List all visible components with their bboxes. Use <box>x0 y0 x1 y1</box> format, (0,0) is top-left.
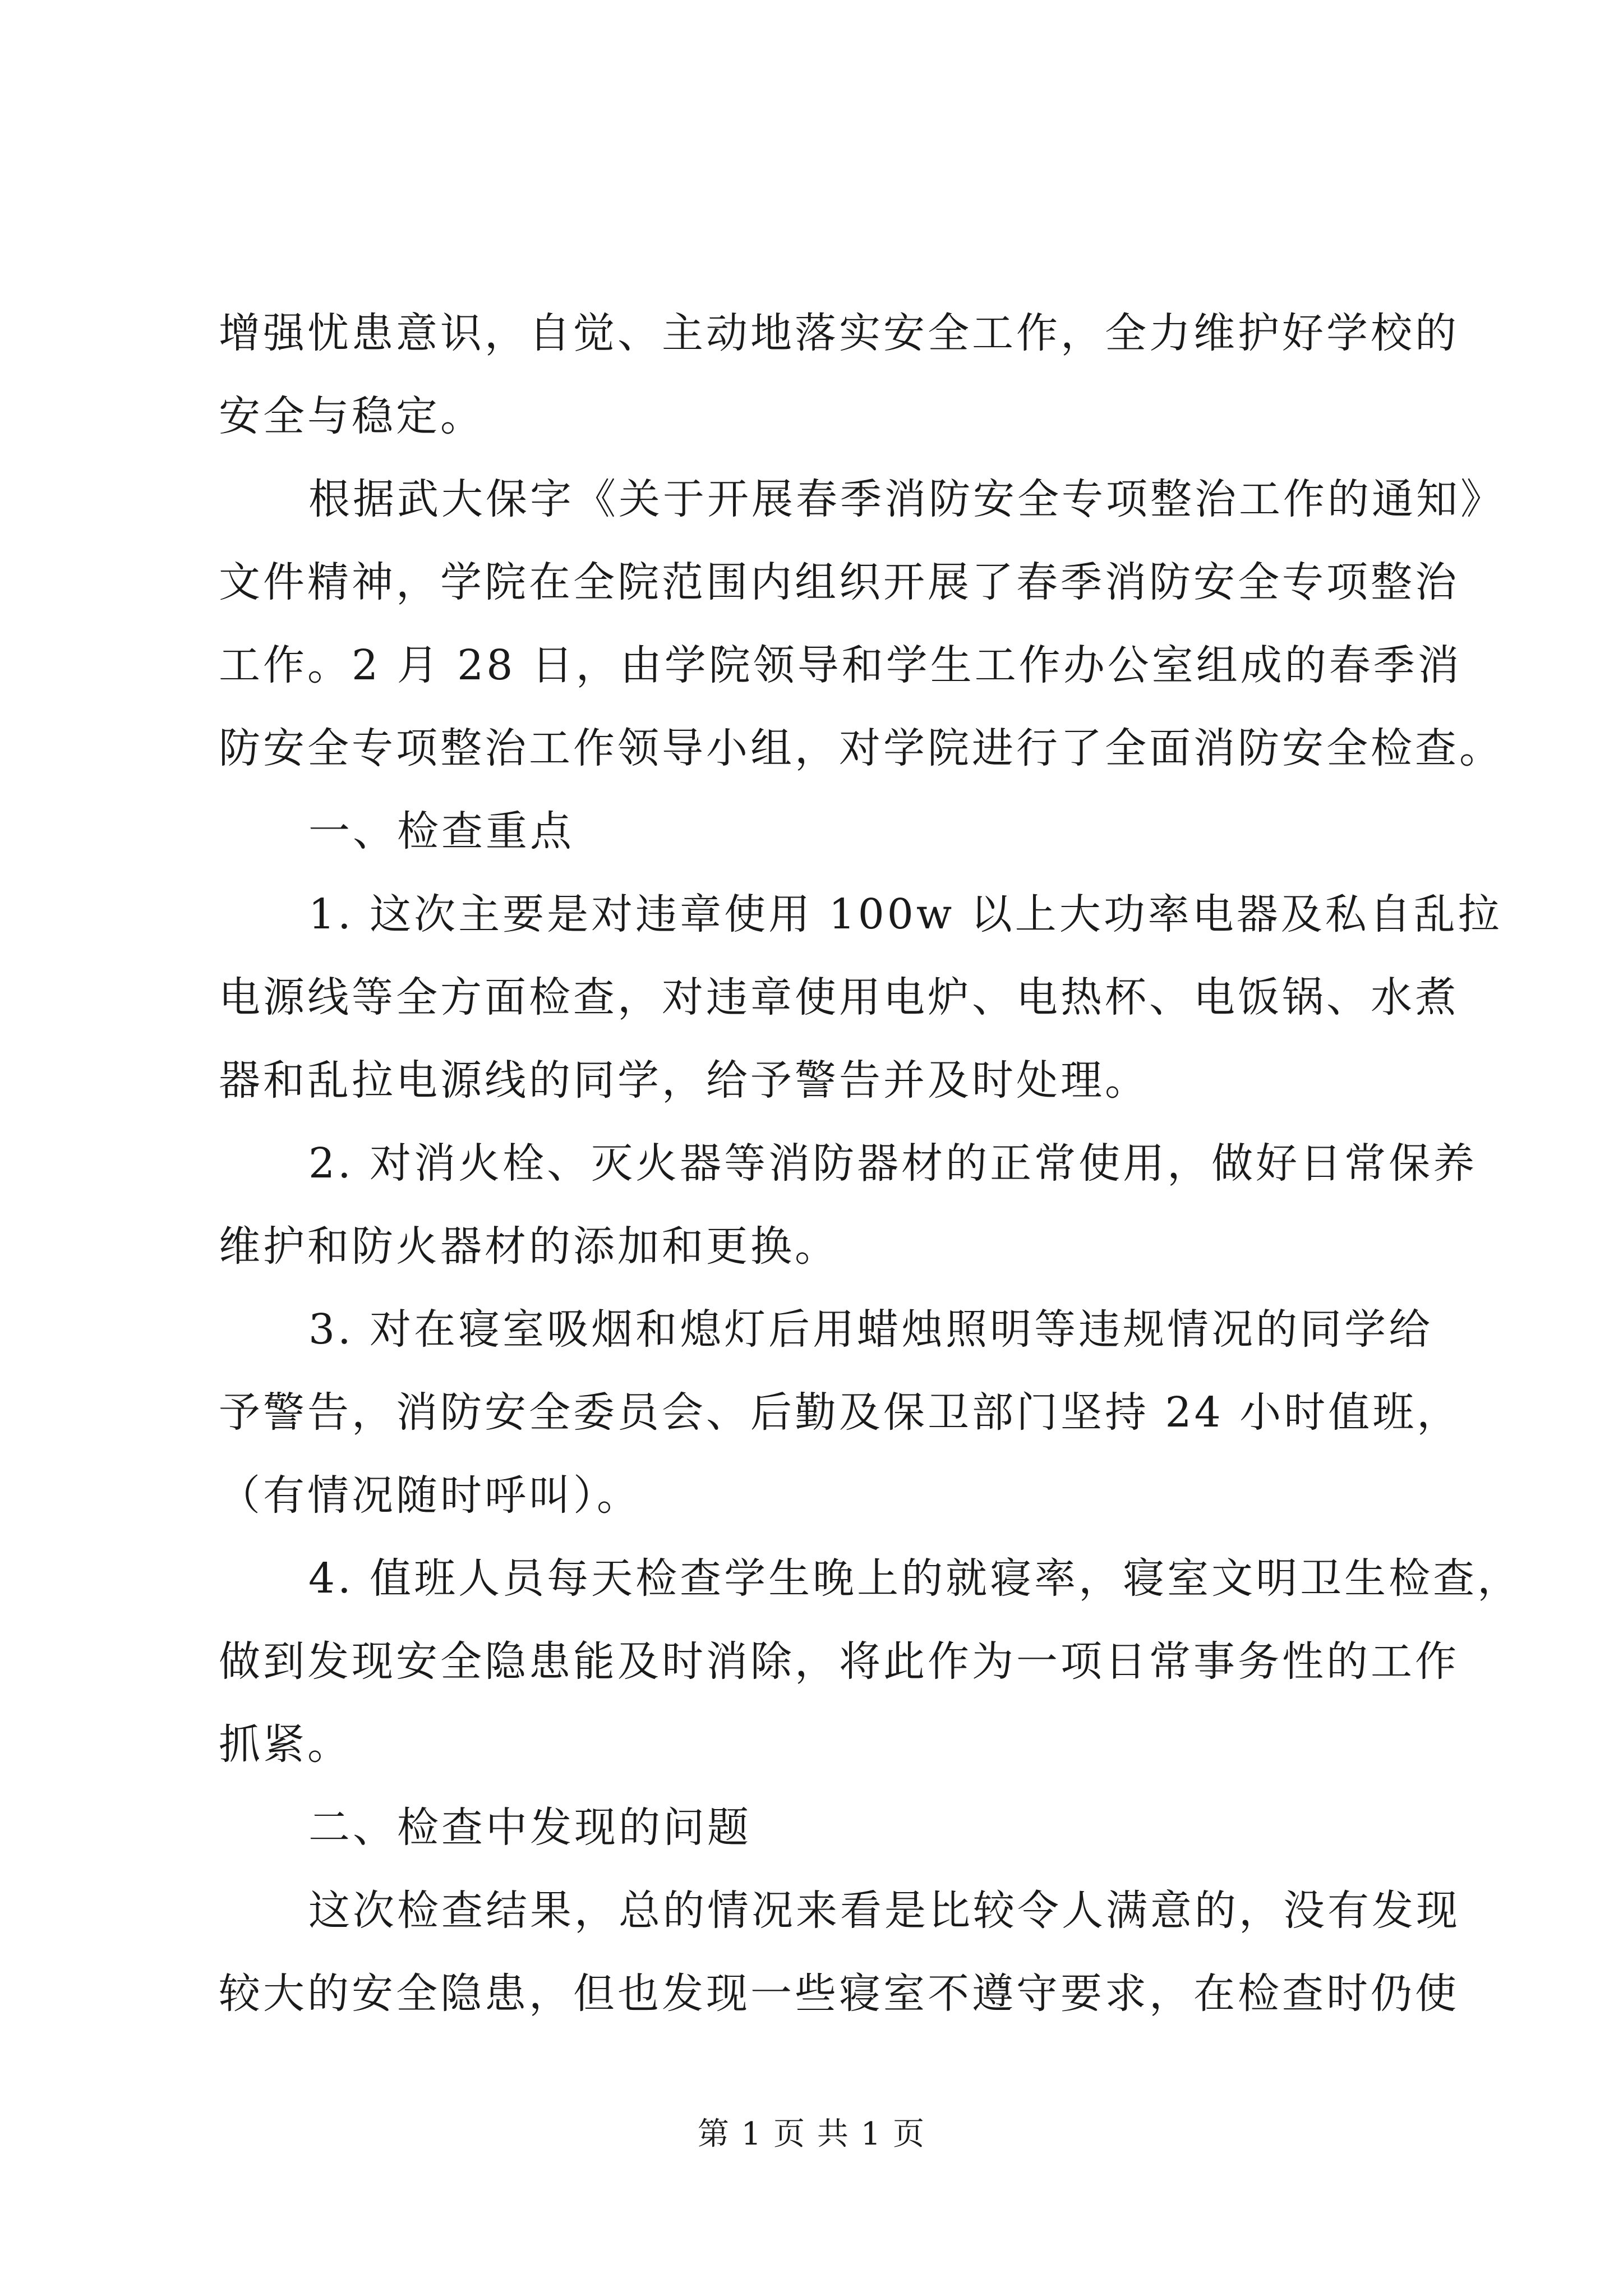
paragraph-line: 器和乱拉电源线的同学，给予警告并及时处理。 <box>219 1056 1149 1105</box>
paragraph-line: 抓紧。 <box>219 1720 352 1769</box>
paragraph-line: 增强忧患意识，自觉、主动地落实安全工作，全力维护好学校的 <box>219 309 1459 357</box>
document-body <box>219 292 1522 2035</box>
paragraph-line: 维护和防火器材的添加和更换。 <box>219 1222 839 1271</box>
paragraph-line: 2. 对消火栓、灭火器等消防器材的正常使用，做好日常保养 <box>308 1139 1478 1188</box>
section-heading: 一、检查重点 <box>308 807 574 855</box>
paragraph-line: （有情况随时呼叫）。 <box>219 1471 641 1520</box>
paragraph-line: 3. 对在寝室吸烟和熄灯后用蜡烛照明等违规情况的同学给 <box>308 1305 1433 1354</box>
page-footer: 第 1 页 共 1 页 <box>697 2116 926 2152</box>
paragraph-line: 做到发现安全隐患能及时消除，将此作为一项日常事务性的工作 <box>219 1637 1459 1686</box>
paragraph-line: 工作。2 月 28 日，由学院领导和学生工作办公室组成的春季消 <box>219 641 1462 689</box>
paragraph-line: 防安全专项整治工作领导小组，对学院进行了全面消防安全检查。 <box>219 724 1504 772</box>
paragraph-line: 较大的安全隐患，但也发现一些寝室不遵守要求，在检查时仍使 <box>219 1970 1459 2018</box>
paragraph-line: 1. 这次主要是对违章使用 100w 以上大功率电器及私自乱拉 <box>308 890 1502 938</box>
paragraph-line: 安全与稳定。 <box>219 392 485 440</box>
paragraph-line: 这次检查结果，总的情况来看是比较令人满意的，没有发现 <box>308 1887 1460 1935</box>
paragraph-line: 根据武大保字《关于开展春季消防安全专项整治工作的通知》 <box>308 475 1505 523</box>
paragraph-line: 4. 值班人员每天检查学生晚上的就寝率，寝室文明卫生检查， <box>308 1554 1522 1603</box>
paragraph-line: 文件精神，学院在全院范围内组织开展了春季消防安全专项整治 <box>219 558 1459 606</box>
paragraph-line: 电源线等全方面检查，对违章使用电炉、电热杯、电饭锅、水煮 <box>219 973 1459 1022</box>
paragraph-line: 予警告，消防安全委员会、后勤及保卫部门坚持 24 小时值班， <box>219 1388 1461 1437</box>
section-heading: 二、检查中发现的问题 <box>308 1803 751 1852</box>
